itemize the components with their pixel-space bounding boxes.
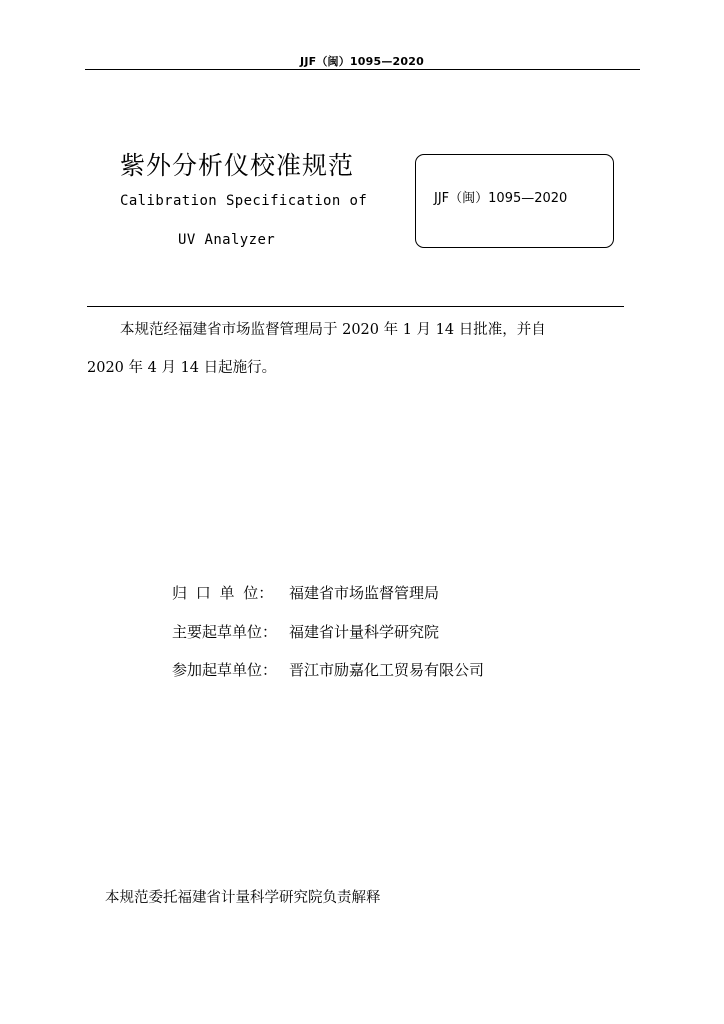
standard-code-box-text: JJF（闽）1095—2020	[434, 191, 568, 206]
unit-value-participating-drafter: 晋江市励嘉化工贸易有限公司	[289, 661, 485, 679]
unit-label-main-drafter: 主要起草单位：	[172, 623, 278, 641]
approval-text-line-1: 本规范经福建省市场监督管理局于 2020 年 1 月 14 日批准，并自	[120, 322, 546, 338]
standard-code-box	[415, 154, 614, 248]
header-standard-code: JJF（闽）1095—2020	[300, 55, 424, 68]
unit-label-responsible: 归 口 单 位：	[172, 584, 274, 602]
unit-row-main-drafter	[172, 621, 439, 642]
unit-value-main-drafter: 福建省计量科学研究院	[289, 623, 440, 641]
unit-row-responsible	[172, 582, 439, 603]
title-english-line-2: UV Analyzer	[178, 232, 276, 248]
header-divider	[85, 69, 640, 70]
interpretation-note: 本规范委托福建省计量科学研究院负责解释	[105, 890, 381, 906]
unit-row-participating-drafter	[172, 659, 484, 680]
unit-label-participating-drafter: 参加起草单位：	[172, 661, 278, 679]
title-chinese: 紫外分析仪校准规范	[120, 151, 355, 180]
unit-value-responsible: 福建省市场监督管理局	[289, 584, 440, 602]
title-english-line-1: Calibration Specification of	[120, 193, 368, 209]
approval-divider	[87, 306, 624, 307]
approval-text-line-2: 2020 年 4 月 14 日起施行。	[87, 360, 277, 376]
